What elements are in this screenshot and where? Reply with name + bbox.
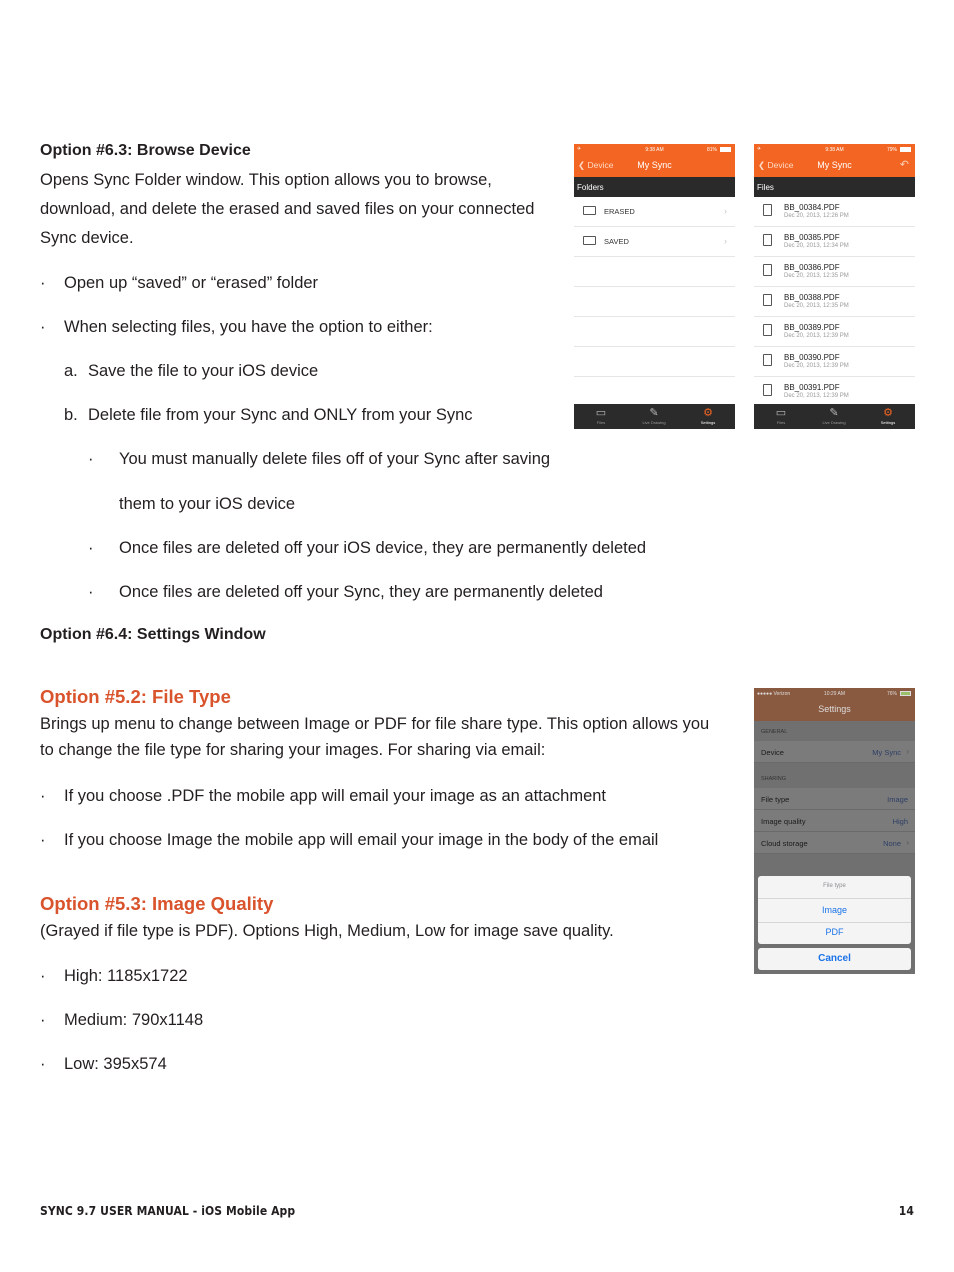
status-bar: [754, 144, 915, 155]
folder-name: SAVED: [604, 237, 629, 246]
file-name: BB_00391.PDF: [784, 383, 840, 392]
setting-label: Image quality: [761, 817, 806, 826]
bullet-dot: ·: [40, 318, 46, 336]
tab-live-drawing[interactable]: [634, 406, 674, 425]
heading-browse-device: Option #6.3: Browse Device: [40, 142, 251, 159]
footer-title: SYNC 9.7 USER MANUAL - iOS Mobile App: [40, 1204, 296, 1218]
bullet-text: If you choose Image the mobile app will email your image in the body of the email: [64, 831, 659, 849]
empty-row: [574, 317, 735, 347]
battery-percent: 81%: [706, 147, 717, 153]
empty-row: [574, 287, 735, 317]
empty-row: [574, 347, 735, 377]
nav-bar: [754, 155, 915, 177]
file-date: Dec 20, 2013, 12:26 PM: [784, 213, 849, 219]
setting-value: Image: [887, 795, 908, 804]
document-icon: [763, 294, 772, 306]
file-date: Dec 20, 2013, 12:35 PM: [784, 273, 849, 279]
file-date: Dec 20, 2013, 12:39 PM: [784, 393, 849, 399]
setting-value: My Sync: [872, 748, 901, 757]
cancel-button[interactable]: Cancel: [758, 948, 911, 970]
screenshot-files: [754, 144, 915, 429]
browse-description-line: Sync device.: [40, 229, 134, 247]
nav-title: My Sync: [637, 160, 672, 170]
chevron-left-icon: ❮: [758, 160, 766, 170]
chevron-left-icon: ❮: [578, 160, 586, 170]
tab-label: Live Drawing: [642, 420, 666, 425]
bullet-dot: ·: [88, 450, 94, 468]
document-icon: [763, 324, 772, 336]
bullet-dot: ·: [40, 831, 46, 849]
battery-percent: 76%: [886, 691, 897, 697]
option-text: Save the file to your iOS device: [88, 362, 319, 380]
tab-label: Live Drawing: [822, 420, 846, 425]
battery-icon: [900, 147, 911, 152]
option-image[interactable]: Image: [821, 905, 847, 915]
file-date: Dec 20, 2013, 12:39 PM: [784, 363, 849, 369]
bullet-text: If you choose .PDF the mobile app will email your image as an attachment: [64, 787, 607, 805]
empty-row: [574, 377, 735, 407]
section-header-general: GENERAL: [761, 729, 788, 735]
file-row[interactable]: [754, 287, 915, 317]
tab-live-drawing[interactable]: [814, 406, 854, 425]
section-header-sharing: SHARING: [761, 776, 787, 782]
airplane-icon: ✈: [577, 146, 582, 152]
status-time: 10:29 AM: [823, 691, 846, 697]
setting-device[interactable]: [754, 741, 915, 763]
file-type-description-line: to change the file type for sharing your images. For sharing via email:: [40, 741, 546, 759]
pencil-icon: ✎: [829, 407, 839, 419]
list-marker: a.: [64, 362, 78, 380]
bullet-dot: ·: [40, 1055, 46, 1073]
browse-description: [40, 166, 550, 253]
option-text: Delete file from your Sync and ONLY from your Sync: [88, 406, 473, 424]
heading-settings-window: Option #6.4: Settings Window: [40, 626, 266, 643]
note-text: them to your iOS device: [119, 495, 296, 513]
status-bar: [754, 688, 915, 699]
note-text: You must manually delete files off of your Sync after saving: [119, 450, 551, 468]
airplane-icon: ✈: [757, 146, 762, 152]
file-type-description-line: Brings up menu to change between Image or PDF for file share type. This option allows you: [40, 715, 710, 733]
screenshot-folders: [574, 144, 735, 429]
tab-bar: [574, 404, 735, 429]
back-label: Device: [587, 160, 614, 170]
document-icon: [763, 384, 772, 396]
document-icon: [763, 354, 772, 366]
bullet-text: Open up “saved” or “erased” folder: [64, 274, 319, 292]
status-bar: [574, 144, 735, 155]
divider: [758, 898, 911, 899]
bullet-dot: ·: [40, 274, 46, 292]
folder-icon: [583, 236, 596, 245]
bullet-text: High: 1185x1722: [64, 967, 188, 985]
folder-row-saved[interactable]: [574, 227, 735, 257]
action-sheet-title: File type: [823, 883, 846, 889]
bullet-dot: ·: [88, 539, 94, 557]
action-sheet: [758, 876, 911, 944]
section-header: Folders: [574, 177, 735, 197]
file-row[interactable]: [754, 197, 915, 227]
note-text: Once files are deleted off your Sync, they are permanently deleted: [119, 583, 603, 601]
tab-label: Files: [596, 420, 606, 425]
tab-label: Files: [776, 420, 786, 425]
carrier: ●●●●● Verizon: [757, 691, 791, 697]
status-time: 9:38 AM: [825, 147, 844, 153]
document-icon: [763, 264, 772, 276]
bullet-dot: ·: [88, 583, 94, 601]
battery-icon: [900, 691, 911, 696]
bullet-dot: ·: [40, 1011, 46, 1029]
empty-row: [574, 257, 735, 287]
file-date: Dec 20, 2013, 12:39 PM: [784, 333, 849, 339]
list-marker: b.: [64, 406, 78, 424]
bullet-dot: ·: [40, 787, 46, 805]
setting-cloud-storage[interactable]: [754, 832, 915, 854]
folder-row-erased[interactable]: [574, 197, 735, 227]
file-name: BB_00390.PDF: [784, 353, 840, 362]
file-row[interactable]: [754, 347, 915, 377]
tab-files[interactable]: [581, 406, 621, 425]
file-name: BB_00384.PDF: [784, 203, 840, 212]
files-icon: ▭: [775, 407, 787, 419]
tab-settings[interactable]: [868, 406, 908, 425]
chevron-right-icon: ›: [724, 236, 727, 246]
folder-name: ERASED: [604, 207, 635, 216]
battery-icon: [720, 147, 731, 152]
file-date: Dec 20, 2013, 12:35 PM: [784, 303, 849, 309]
tab-bar: [754, 404, 915, 429]
heading-image-quality: Option #5.3: Image Quality: [40, 893, 274, 914]
share-icon[interactable]: ↶: [899, 159, 909, 171]
image-quality-description: (Grayed if file type is PDF). Options High, Medium, Low for image save quality.: [40, 922, 614, 940]
browse-description-line: Opens Sync Folder window. This option allows you to browse,: [40, 171, 492, 189]
note-text: Once files are deleted off your iOS device, they are permanently deleted: [119, 539, 647, 557]
gear-icon: ⚙: [883, 407, 893, 419]
setting-file-type[interactable]: [754, 788, 915, 810]
back-label: Device: [767, 160, 794, 170]
tab-label: Settings: [700, 420, 716, 425]
folder-icon: [583, 206, 596, 215]
bullet-text: Medium: 790x1148: [64, 1011, 204, 1029]
document-icon: [763, 204, 772, 216]
chevron-right-icon: ›: [906, 747, 909, 756]
file-row[interactable]: [754, 227, 915, 257]
file-name: BB_00385.PDF: [784, 233, 840, 242]
tab-settings[interactable]: [688, 406, 728, 425]
chevron-right-icon: ›: [906, 838, 909, 847]
files-icon: ▭: [595, 407, 607, 419]
screenshot-settings: [754, 688, 915, 974]
setting-label: Cloud storage: [761, 839, 808, 848]
nav-bar: [574, 155, 735, 177]
nav-title: Settings: [754, 699, 915, 721]
page-number: 14: [898, 1204, 914, 1218]
bullet-dot: ·: [40, 967, 46, 985]
file-name: BB_00388.PDF: [784, 293, 840, 302]
file-row[interactable]: [754, 317, 915, 347]
section-header: Files: [754, 177, 915, 197]
setting-label: Device: [761, 748, 784, 757]
file-name: BB_00389.PDF: [784, 323, 840, 332]
setting-value: High: [892, 817, 908, 826]
file-type-description: [40, 711, 740, 763]
nav-title: My Sync: [817, 160, 852, 170]
tab-label: Settings: [880, 420, 896, 425]
pencil-icon: ✎: [649, 407, 659, 419]
browse-description-line: download, and delete the erased and saved files on your connected: [40, 200, 535, 218]
bullet-text: When selecting files, you have the option to either:: [64, 318, 433, 336]
setting-image-quality[interactable]: [754, 810, 915, 832]
status-time: 9:38 AM: [645, 147, 664, 153]
file-name: BB_00386.PDF: [784, 263, 840, 272]
heading-file-type: Option #5.2: File Type: [40, 686, 231, 707]
setting-label: File type: [761, 795, 790, 804]
document-icon: [763, 234, 772, 246]
setting-value: None: [883, 839, 901, 848]
tab-files[interactable]: [761, 406, 801, 425]
option-pdf[interactable]: PDF: [825, 927, 844, 937]
file-date: Dec 20, 2013, 12:34 PM: [784, 243, 849, 249]
file-row[interactable]: [754, 257, 915, 287]
battery-percent: 79%: [886, 147, 897, 153]
gear-icon: ⚙: [703, 407, 713, 419]
chevron-right-icon: ›: [724, 206, 727, 216]
file-row[interactable]: [754, 377, 915, 407]
bullet-text: Low: 395x574: [64, 1055, 167, 1073]
